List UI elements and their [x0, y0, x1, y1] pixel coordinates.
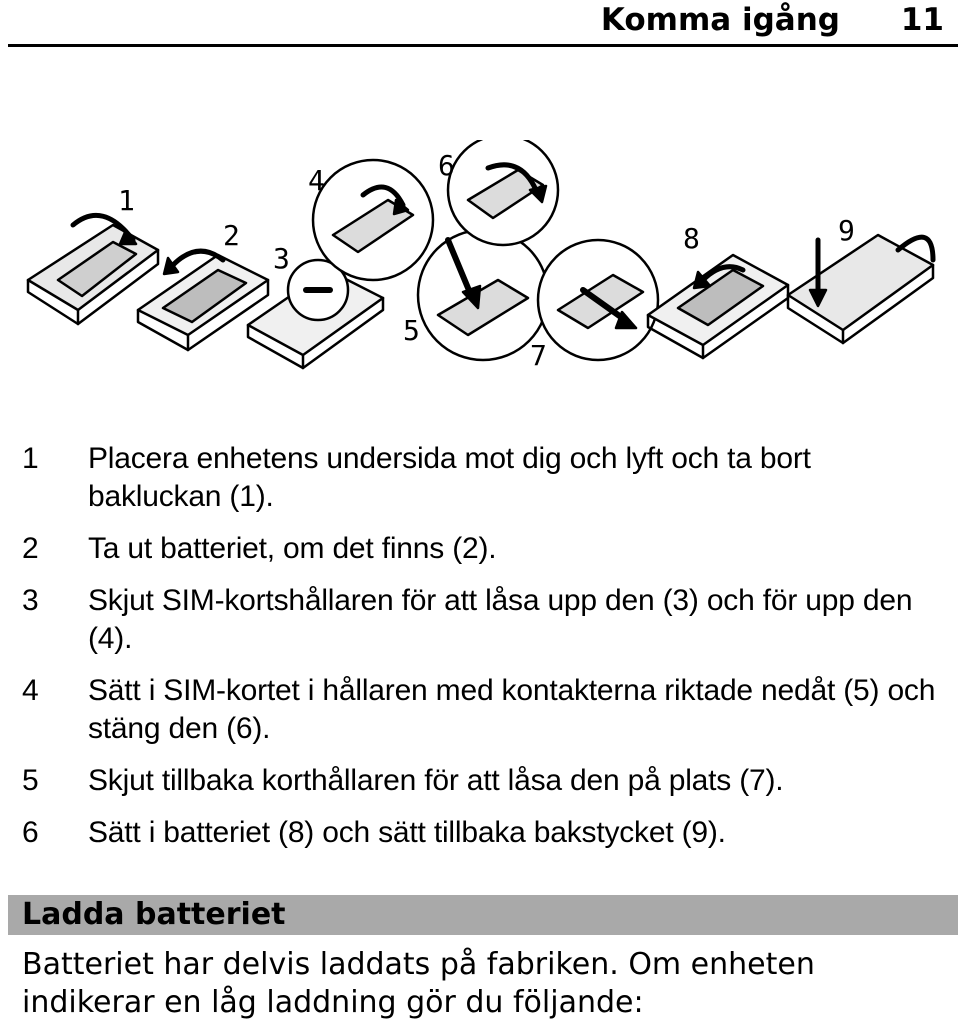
callout-8: 8	[683, 222, 700, 255]
callout-9: 9	[838, 214, 855, 247]
callout-4: 4	[308, 164, 325, 197]
section-heading: Ladda batteriet	[22, 897, 286, 932]
detail-circle-5	[418, 230, 548, 360]
page-number: 11	[900, 2, 944, 38]
step-number: 5	[22, 764, 39, 797]
list-item	[22, 672, 952, 748]
detail-circle-4	[313, 160, 433, 280]
steps-list	[22, 440, 952, 866]
step-text: Ta ut batteriet, om det finns (2).	[88, 532, 497, 565]
step-text: Skjut tillbaka korthållaren för att låsa den på plats (7).	[88, 764, 784, 797]
section-body: Batteriet har delvis laddats på fabriken. Om enheten indikerar en låg laddning gör du följande:	[22, 947, 815, 1020]
callout-6: 6	[438, 149, 455, 182]
step-text: Placera enhetens undersida mot dig och lyft och ta bort bakluckan (1).	[88, 442, 811, 513]
step-number: 3	[22, 584, 39, 617]
step-text: Sätt i batteriet (8) och sätt tillbaka bakstycket (9).	[88, 816, 726, 849]
step-number: 6	[22, 816, 39, 849]
list-item	[22, 582, 952, 658]
callout-1: 1	[118, 184, 135, 217]
step-number: 2	[22, 532, 39, 565]
step-number: 4	[22, 674, 39, 707]
list-item	[22, 814, 952, 852]
step-number: 1	[22, 442, 39, 475]
step-text: Skjut SIM-kortshållaren för att låsa upp den (3) och för upp den (4).	[88, 584, 913, 655]
section-heading-bar	[8, 895, 958, 935]
phone-step-9	[788, 235, 933, 343]
list-item	[22, 530, 952, 568]
callout-3: 3	[273, 242, 290, 275]
page-header	[8, 0, 958, 47]
phone-step-8	[648, 255, 788, 358]
callout-2: 2	[223, 219, 240, 252]
detail-circle-6	[448, 140, 558, 245]
step-text: Sätt i SIM-kortet i hållaren med kontakterna riktade nedåt (5) och stäng den (6).	[88, 674, 936, 745]
callout-7: 7	[530, 339, 547, 372]
section-title: Komma igång	[600, 2, 840, 38]
callout-5: 5	[403, 314, 420, 347]
phone-step-1	[28, 215, 158, 324]
list-item	[22, 440, 952, 516]
sim-installation-illustration	[18, 140, 948, 380]
list-item	[22, 762, 952, 800]
detail-circle-7	[538, 240, 658, 360]
